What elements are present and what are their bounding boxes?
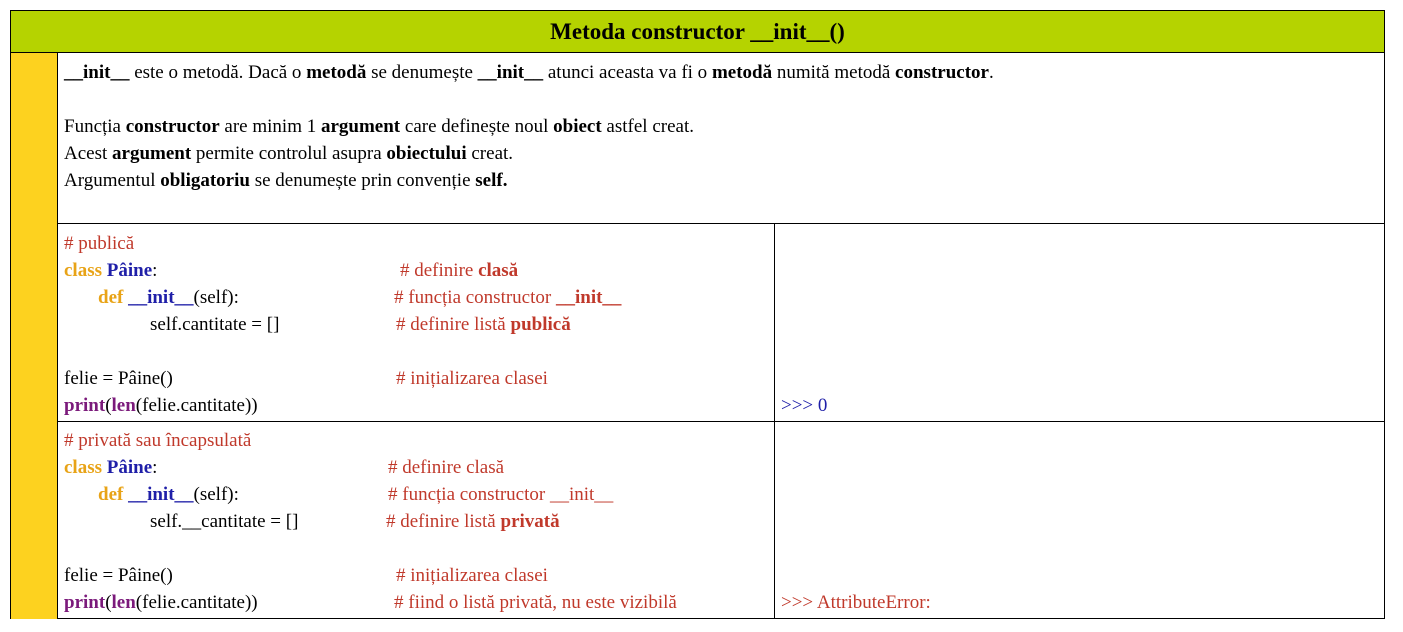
output-text: >>> AttributeError: — [781, 592, 931, 613]
term: obligatoriu — [160, 170, 250, 191]
text: numită metodă — [772, 62, 896, 83]
term-init: __init__ — [64, 62, 130, 83]
text: : — [152, 260, 158, 281]
keyword-def: def — [98, 484, 124, 505]
code-comment: # inițializarea clasei — [396, 565, 548, 586]
keyword-def: def — [98, 287, 124, 308]
text: se denumește prin convenție — [249, 170, 476, 191]
text: (felie.cantitate)) — [135, 395, 258, 416]
builtin-len: len — [111, 395, 136, 416]
code-line-def — [98, 284, 239, 311]
text: # definire — [400, 260, 479, 281]
term: obiectului — [386, 143, 467, 164]
text: # definire listă — [386, 511, 501, 532]
builtin-len: len — [111, 592, 136, 613]
text: Acest — [64, 143, 113, 164]
text: permite controlul asupra — [191, 143, 387, 164]
text: ( — [105, 592, 112, 613]
term: self. — [475, 170, 508, 191]
term: constructor — [895, 62, 989, 83]
method-name: __init__ — [128, 484, 194, 505]
text: . — [988, 62, 994, 83]
code-line-init: felie = Pâine() — [64, 368, 173, 389]
keyword-class: class — [64, 260, 102, 281]
term: __init__ — [555, 287, 622, 308]
content-table — [10, 10, 1385, 619]
text: astfel creat. — [601, 116, 694, 137]
text: ( — [105, 395, 112, 416]
page-title: Metoda constructor __init__() — [550, 18, 845, 44]
intro-blank — [64, 86, 1385, 113]
code-comment: # inițializarea clasei — [396, 368, 548, 389]
term: metodă — [711, 62, 773, 83]
output-text: >>> 0 — [781, 395, 828, 416]
code-comment: # fiind o listă privată, nu este vizibilă — [394, 592, 677, 613]
code-line-class — [64, 454, 157, 481]
intro-line-4 — [64, 167, 1385, 194]
builtin-print: print — [64, 395, 106, 416]
output-block-public — [775, 224, 1385, 422]
term: constructor — [125, 116, 220, 137]
code-line-class — [64, 257, 157, 284]
code-comment: # definire clasă — [388, 457, 505, 478]
code-block-public — [58, 224, 775, 422]
code-line-init: felie = Pâine() — [64, 565, 173, 586]
text: : — [152, 457, 158, 478]
term: __init__ — [477, 62, 544, 83]
code-line-def — [98, 481, 239, 508]
code-block-private — [58, 422, 775, 619]
term: metodă — [306, 62, 367, 83]
text: se denumește — [366, 62, 478, 83]
text: (felie.cantitate)) — [135, 592, 258, 613]
text: care definește noul — [400, 116, 554, 137]
text: atunci aceasta va fi o — [543, 62, 712, 83]
code-comment: # funcția constructor __init__ — [388, 484, 614, 505]
text: (self): — [193, 484, 239, 505]
method-name: __init__ — [128, 287, 194, 308]
text: creat. — [466, 143, 514, 164]
keyword-class: class — [64, 457, 102, 478]
term: argument — [112, 143, 192, 164]
code-comment — [394, 284, 621, 311]
side-color-bar — [11, 53, 58, 619]
text: # definire listă — [396, 314, 511, 335]
term: clasă — [478, 260, 519, 281]
code-line-assign: self.__cantitate = [] — [150, 511, 299, 532]
code-line-print — [64, 392, 258, 419]
code-comment — [396, 311, 571, 338]
text: are minim 1 — [219, 116, 321, 137]
intro-line-3 — [64, 140, 1385, 167]
code-comment — [400, 257, 518, 284]
text: # funcția constructor — [394, 287, 556, 308]
term: argument — [320, 116, 401, 137]
intro-text — [58, 53, 1385, 224]
term: publică — [510, 314, 571, 335]
text: Funcția — [64, 116, 126, 137]
intro-line-2 — [64, 113, 1385, 140]
code-line-print — [64, 589, 258, 616]
code-comment: # publică — [64, 233, 135, 254]
code-line-assign: self.cantitate = [] — [150, 314, 280, 335]
table-header — [11, 11, 1384, 53]
text: este o metodă. Dacă o — [129, 62, 307, 83]
code-comment: # privată sau încapsulată — [64, 430, 252, 451]
class-name: Pâine — [106, 457, 153, 478]
term: privată — [500, 511, 560, 532]
code-comment — [386, 508, 560, 535]
output-block-private — [775, 422, 1385, 619]
intro-line-1 — [64, 59, 1385, 86]
text: Argumentul — [64, 170, 161, 191]
text: (self): — [193, 287, 239, 308]
term: obiect — [553, 116, 602, 137]
builtin-print: print — [64, 592, 106, 613]
class-name: Pâine — [106, 260, 153, 281]
